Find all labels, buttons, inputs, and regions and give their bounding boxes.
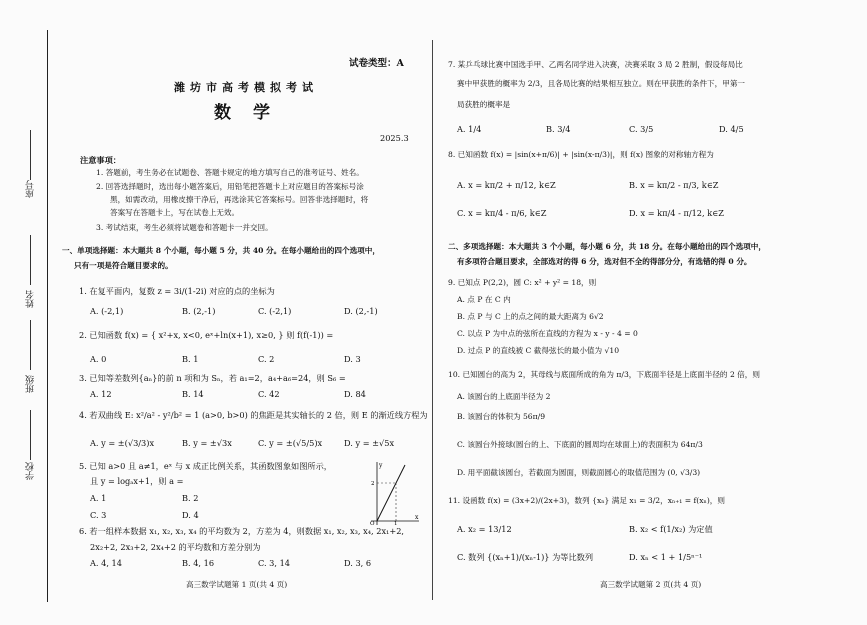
question-2: 2. 已知函数 f(x) = { x²+x, x<0, eˣ+ln(x+1), x≥0, } 则 f(f(-1)) = (79, 330, 334, 340)
option: A. 1 (90, 493, 107, 503)
seat-line (30, 130, 31, 180)
option: A. 12 (90, 389, 112, 399)
option: B. 点 P 与 C 上的点之间的最大距离为 6√2 (457, 312, 604, 321)
question-11: 11. 设函数 f(x) = (3x+2)/(2x+3)，数列 {xₙ} 满足 x₁ = 3/2，xₙ₊₁ = f(xₙ)，则 (448, 496, 725, 505)
notice-item: 黑，如需改动，用橡皮擦干净后，再选涂其它答案标号。回答非选择题时，将 (110, 195, 369, 204)
option: D. 4 (182, 510, 199, 520)
option: D. x = kπ/4 - π/12, k∈Z (629, 208, 724, 218)
option: C. (-2,1) (258, 306, 292, 316)
question-6: 6. 若一组样本数据 x₁, x₂, x₃, x₄ 的平均数为 2，方差为 4，则数据 x₁, x₂, x₃, x₄, 2x₁+2, (79, 526, 405, 536)
option: D. 过点 P 的直线被 C 截得弦长的最小值为 √10 (457, 346, 620, 355)
option: D. 4/5 (719, 124, 744, 134)
class-line (30, 320, 31, 370)
class-label: 班级 (26, 375, 36, 393)
name-label: 姓名 (26, 290, 36, 308)
option: D. (2,-1) (344, 306, 378, 316)
option: C. 3, 14 (258, 558, 291, 568)
tick-2: 2 (371, 481, 375, 487)
option: B. y = ±√3x (182, 438, 232, 448)
option: B. x₂ < f(1/x₂) 为定值 (629, 524, 713, 534)
question-7-cont: 赛中甲获胜的概率为 2/3，且各局比赛的结果相互独立。则在甲获胜的条件下，甲第一 (457, 79, 746, 88)
option: A. 0 (90, 354, 107, 364)
option: A. 点 P 在 C 内 (457, 295, 511, 304)
question-9: 9. 已知点 P(2,2)，圆 C: x² + y² = 18，则 (448, 278, 597, 287)
option: C. 数列 {(xₙ+1)/(xₙ-1)} 为等比数列 (457, 552, 594, 562)
option: D. y = ±√5x (344, 438, 395, 448)
origin-label: O (370, 521, 375, 525)
section1-title: 一、单项选择题：本大题共 8 个小题，每小题 5 分，共 40 分。在每小题给出的四个选项中， (62, 246, 380, 255)
name-line (30, 235, 31, 285)
option: B. 4, 16 (182, 558, 215, 568)
option: A. (-2,1) (90, 306, 124, 316)
column-divider (432, 40, 433, 600)
option: B. x = kπ/2 - π/3, k∈Z (629, 180, 719, 190)
option: C. 以点 P 为中点的弦所在直线的方程为 x - y - 4 = 0 (457, 329, 638, 338)
question-7: 7. 某乒乓球比赛中国选手甲、乙两名同学进入决赛，决赛采取 3 局 2 胜制，假设每局比 (448, 60, 743, 69)
question-3: 3. 已知等差数列{aₙ}的前 n 项和为 Sₙ，若 a₁=2，a₄+a₆=24，则 S₆ = (79, 373, 346, 383)
section2-title: 二、多项选择题：本大题共 3 个小题，每小题 6 分，共 18 分。在每小题给出的四个选项中， (448, 242, 766, 251)
school-line (30, 410, 31, 460)
notice-item: 2. 回答选择题时，选出每小题答案后，用铅笔把答题卡上对应题目的答案标号涂 (96, 182, 364, 191)
y-axis-label: y (379, 462, 383, 469)
option: D. 3 (344, 354, 361, 364)
option: C. y = ±(√5/5)x (258, 438, 323, 448)
paper-type: 试卷类型：A (349, 58, 404, 69)
option: C. 2 (258, 354, 275, 364)
seat-label: 座号 (26, 180, 36, 198)
option: A. 1/4 (457, 124, 482, 134)
option: A. y = ±(√3/3)x (90, 438, 155, 448)
graph-line (377, 465, 405, 521)
footer-left: 高三数学试题第 1 页(共 4 页) (186, 580, 288, 589)
option: B. 1 (182, 354, 199, 364)
footer-right: 高三数学试题第 2 页(共 4 页) (600, 580, 702, 589)
option: A. 4, 14 (90, 558, 122, 568)
function-graph (363, 459, 421, 525)
section1-title2: 只有一项是符合题目要求的。 (74, 261, 173, 270)
option: C. 3/5 (629, 124, 654, 134)
option: D. xₙ < 1 + 1/5ⁿ⁻¹ (629, 552, 703, 562)
question-5-cont: 且 y = logₐx+1，则 a = (90, 476, 184, 486)
option: C. x = kπ/4 - π/6, k∈Z (457, 208, 547, 218)
question-5: 5. 已知 a>0 且 a≠1，eˣ 与 x 成正比例关系，其函数图象如图所示， (79, 461, 332, 471)
option: A. 该圆台的上底面半径为 2 (457, 392, 551, 401)
question-10: 10. 已知圆台的高为 2，其母线与底面所成的角为 π/3，下底面半径是上底面半径的 2 倍，则 (448, 370, 760, 379)
question-8: 8. 已知函数 f(x) = |sin(x+π/6)| + |sin(x-π/3)|，则 f(x) 图象的对称轴方程为 (448, 150, 714, 159)
x-axis-label: x (415, 514, 419, 521)
option: B. 2 (182, 493, 199, 503)
option: B. (2,-1) (182, 306, 216, 316)
section2-title2: 有多项符合题目要求，全部选对的得 6 分，选对但不全的得部分分，有选错的得 0 分。 (457, 257, 752, 266)
question-6-cont: 2x₂+2, 2x₃+2, 2x₄+2 的平均数和方差分别为 (90, 542, 261, 552)
tick-1: 1 (394, 521, 398, 525)
exam-title: 潍坊市高考模拟考试 (174, 81, 318, 94)
option: A. x = kπ/2 + π/12, k∈Z (457, 180, 556, 190)
option: C. 3 (90, 510, 107, 520)
notice-item: 3. 考试结束，考生必须将试题卷和答题卡一并交回。 (96, 223, 273, 232)
option: D. 3, 6 (344, 558, 372, 568)
exam-date: 2025.3 (380, 133, 409, 143)
question-1: 1. 在复平面内，复数 z = 3i/(1-2i) 对应的点的坐标为 (79, 286, 275, 296)
school-label: 学校 (26, 462, 36, 480)
option: B. 3/4 (546, 124, 571, 134)
option: A. x₂ = 13/12 (457, 524, 512, 534)
option: C. 42 (258, 389, 280, 399)
question-4: 4. 若双曲线 E: x²/a² - y²/b² = 1 (a>0, b>0) 的焦距是其实轴长的 2 倍，则 E 的渐近线方程为 (79, 410, 428, 420)
question-7-cont2: 局获胜的概率是 (457, 100, 511, 109)
notice-title: 注意事项： (80, 155, 121, 165)
subject-title: 数学 (214, 103, 292, 123)
binding-line (47, 30, 48, 602)
notice-item: 答案写在答题卡上，写在试卷上无效。 (110, 208, 240, 217)
option: B. 14 (182, 389, 204, 399)
option: B. 该圆台的体积为 56π/9 (457, 412, 546, 421)
option: D. 84 (344, 389, 366, 399)
option: C. 该圆台外接球(圆台的上、下底面的圆周均在球面上)的表面积为 64π/3 (457, 440, 703, 449)
notice-item: 1. 答题前，考生务必在试题卷、答题卡规定的地方填写自己的准考证号、姓名。 (96, 168, 364, 177)
option: D. 用平面截该圆台，若截面为圆面，则截面圆心的取值范围为 (0, √3/3) (457, 468, 701, 477)
